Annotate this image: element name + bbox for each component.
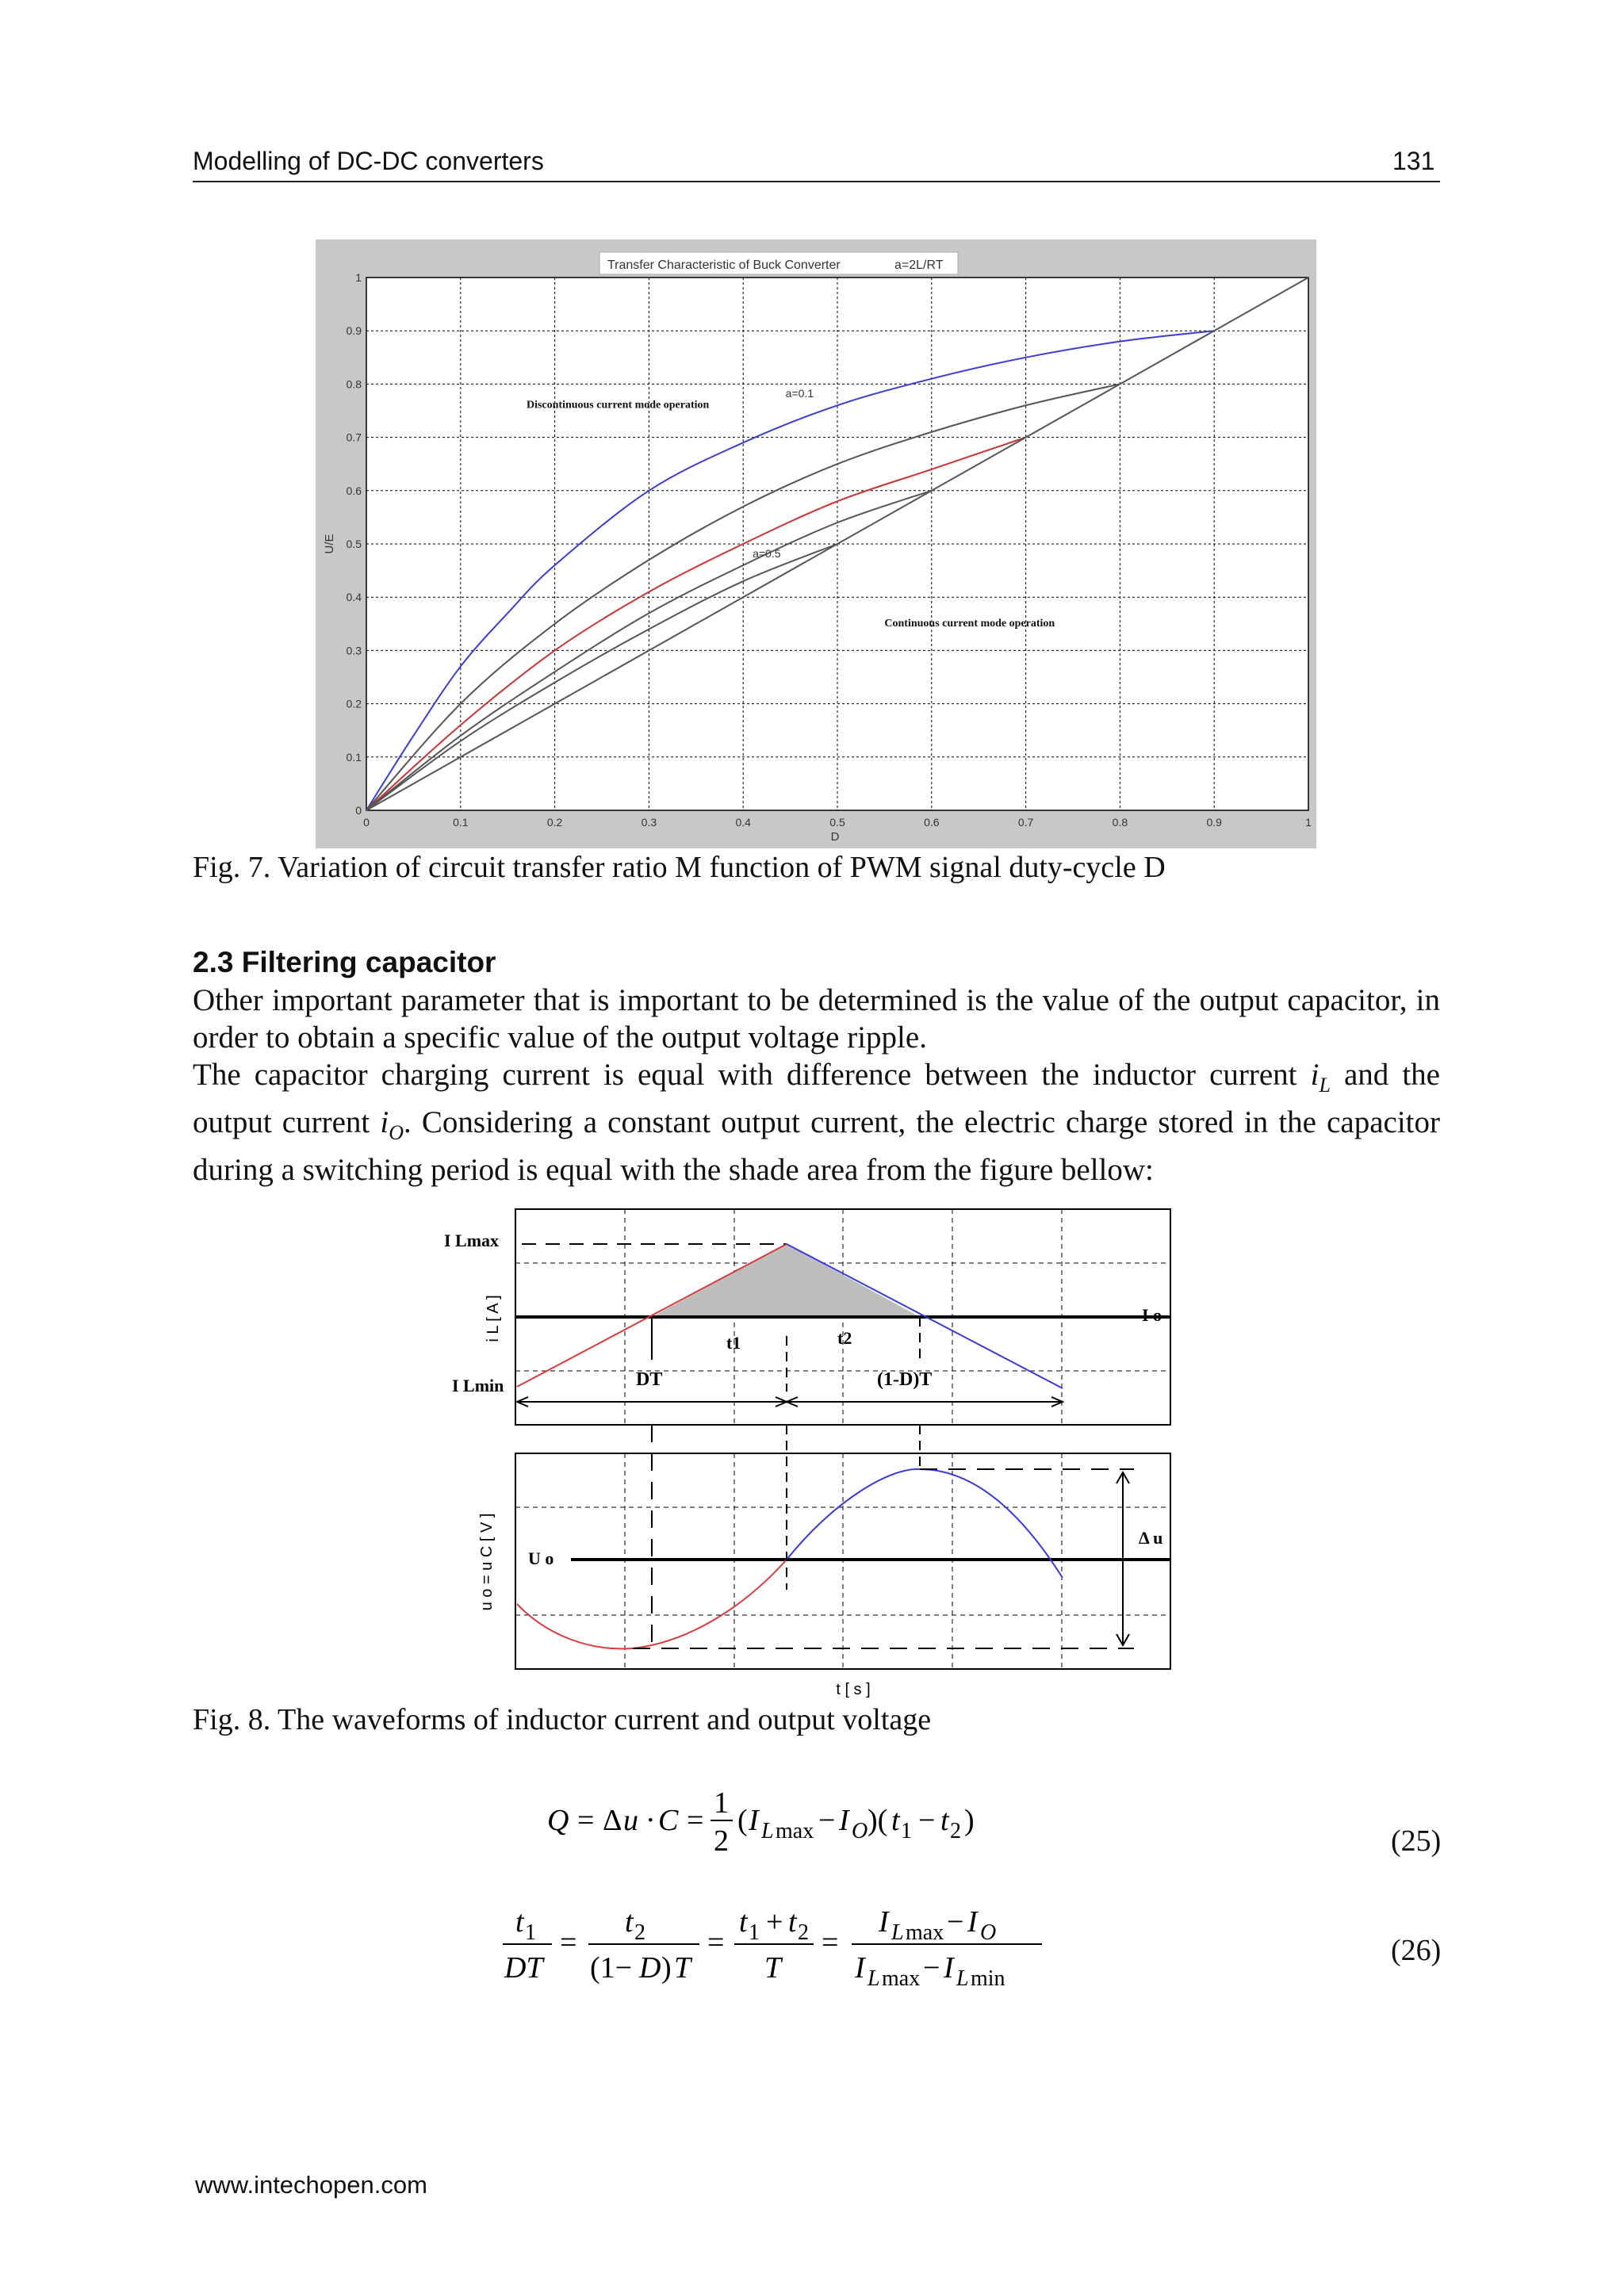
paragraph-2-text-c: . Considering a constant output current, the electric charge stored in the capacitor during a switching period is equal with the shade area from the figure bellow: xyxy=(193,1104,1440,1187)
svg-text:I: I xyxy=(855,1951,865,1985)
svg-text:I: I xyxy=(839,1804,849,1837)
x-tick-label: 0.2 xyxy=(546,816,563,829)
header-rule xyxy=(193,181,1440,182)
svg-text:=: = xyxy=(687,1804,704,1837)
svg-text:I: I xyxy=(967,1905,978,1939)
svg-text:2: 2 xyxy=(634,1920,645,1945)
x-tick-label: 0.9 xyxy=(1206,816,1222,829)
svg-text:=: = xyxy=(707,1926,725,1959)
svg-text:)(: )( xyxy=(868,1804,888,1837)
svg-text:−: − xyxy=(918,1804,936,1837)
figure-7-caption: Fig. 7. Variation of circuit transfer ratio M function of PWM signal duty-cycle D xyxy=(193,851,1166,884)
x-tick-label: 0 xyxy=(363,816,370,829)
svg-text:2: 2 xyxy=(714,1824,729,1858)
svg-text:t: t xyxy=(940,1804,949,1837)
svg-text:(1−: (1− xyxy=(590,1951,633,1985)
paragraph-2-text-a: The capacitor charging current is equal with difference between the inductor current xyxy=(193,1058,1311,1092)
svg-text:min: min xyxy=(971,1966,1005,1991)
equation-25-number: (25) xyxy=(1391,1824,1442,1858)
svg-text:): ) xyxy=(964,1804,975,1837)
svg-text:t: t xyxy=(625,1905,634,1939)
x-tick-label: 0.8 xyxy=(1112,816,1128,829)
svg-text:u: u xyxy=(623,1804,638,1837)
var-io-sub: O xyxy=(389,1120,404,1144)
chart-annotation: a=0.1 xyxy=(785,387,814,400)
svg-text:I: I xyxy=(749,1804,759,1837)
svg-text:·: · xyxy=(645,1804,656,1837)
y-tick-label: 0 xyxy=(355,804,362,817)
uo-axis-label: u o = u C [ V ] xyxy=(478,1513,496,1611)
svg-text:I: I xyxy=(944,1951,954,1985)
svg-text:max: max xyxy=(906,1920,944,1945)
x-tick-label: 0.5 xyxy=(829,816,845,829)
x-tick-label: 1 xyxy=(1305,816,1312,829)
svg-text:t: t xyxy=(739,1905,748,1939)
x-tick-label: 0.6 xyxy=(924,816,940,829)
svg-text:max: max xyxy=(882,1966,921,1991)
var-il-sub: L xyxy=(1319,1073,1331,1097)
y-tick-label: 0.5 xyxy=(346,538,362,550)
uo-label: U o xyxy=(528,1548,554,1568)
chart-title: Transfer Characteristic of Buck Converter xyxy=(607,258,841,272)
y-tick-label: 0.9 xyxy=(346,324,362,338)
svg-text:DT: DT xyxy=(504,1951,543,1985)
svg-text:t: t xyxy=(788,1905,797,1939)
svg-text:): ) xyxy=(661,1951,672,1985)
paragraph-2-text-b: and the output current xyxy=(193,1058,1440,1139)
svg-text:L: L xyxy=(956,1966,969,1991)
t2-label: t2 xyxy=(837,1328,852,1348)
y-tick-label: 0.3 xyxy=(346,644,362,657)
svg-text:max: max xyxy=(776,1819,814,1843)
svg-text:L: L xyxy=(868,1966,880,1991)
y-tick-label: 0.7 xyxy=(346,431,362,444)
svg-text:1: 1 xyxy=(525,1920,536,1945)
section-heading: 2.3 Filtering capacitor xyxy=(193,946,496,978)
t1-label: t1 xyxy=(726,1333,741,1353)
x-tick-label: 0.1 xyxy=(453,816,469,829)
svg-text:T: T xyxy=(764,1951,782,1985)
svg-text:C: C xyxy=(658,1804,679,1837)
chart-subtitle: a=2L/RT xyxy=(894,258,944,272)
page-number: 131 xyxy=(1392,147,1435,175)
equation-26-number: (26) xyxy=(1391,1934,1442,1967)
y-tick-label: 0.8 xyxy=(346,377,362,391)
figure-8-caption: Fig. 8. The waveforms of inductor current and output voltage xyxy=(193,1703,932,1736)
paragraph-2 xyxy=(193,1056,1440,1189)
y-tick-label: 0.4 xyxy=(346,591,362,604)
var-il: i xyxy=(1310,1058,1320,1092)
section-body xyxy=(193,982,1440,1189)
ilmax-label: I Lmax xyxy=(444,1231,500,1250)
svg-text:L: L xyxy=(761,1819,774,1843)
svg-text:2: 2 xyxy=(798,1920,809,1945)
io-label: I o xyxy=(1142,1305,1162,1325)
svg-text:T: T xyxy=(674,1951,691,1985)
dt-label: DT xyxy=(636,1369,663,1390)
one-minus-d-t-label: (1-D)T xyxy=(877,1369,933,1390)
svg-text:Δ: Δ xyxy=(603,1804,622,1837)
svg-text:−: − xyxy=(923,1951,940,1985)
running-title: Modelling of DC-DC converters xyxy=(193,147,544,175)
chart-annotation: a=0.5 xyxy=(753,546,781,560)
ilmin-label: I Lmin xyxy=(452,1376,504,1395)
y-axis-label: U/E xyxy=(323,534,336,554)
svg-text:I: I xyxy=(879,1905,889,1939)
figure-8-waveforms xyxy=(428,1201,1221,1709)
chart-annotation: Continuous current mode operation xyxy=(884,618,1055,630)
y-tick-label: 1 xyxy=(355,271,362,284)
y-tick-label: 0.2 xyxy=(346,697,362,710)
il-axis-label: i L [ A ] xyxy=(485,1295,502,1342)
svg-text:=: = xyxy=(560,1926,577,1959)
equation-25 xyxy=(539,1776,1015,1863)
svg-text:L: L xyxy=(891,1920,904,1945)
svg-text:+: + xyxy=(766,1905,783,1939)
var-io: i xyxy=(380,1104,389,1139)
svg-text:−: − xyxy=(818,1804,836,1837)
svg-text:D: D xyxy=(639,1951,661,1985)
svg-text:1: 1 xyxy=(714,1786,729,1820)
svg-text:1: 1 xyxy=(901,1819,912,1843)
svg-text:t: t xyxy=(891,1804,900,1837)
svg-text:t: t xyxy=(515,1905,524,1939)
x-axis-label: D xyxy=(830,830,840,844)
svg-text:=: = xyxy=(577,1804,595,1837)
svg-text:−: − xyxy=(947,1905,964,1939)
delta-u-label: Δ u xyxy=(1139,1528,1163,1548)
svg-text:1: 1 xyxy=(749,1920,760,1945)
paragraph-1: Other important parameter that is important to be determined is the value of the output capacitor, in order to obtain a specific value of the output voltage ripple. xyxy=(193,983,1440,1055)
chart-annotation: Discontinuous current mode operation xyxy=(526,399,710,412)
footer-url: www.intechopen.com xyxy=(195,2171,427,2199)
y-tick-label: 0.6 xyxy=(346,484,362,497)
figure-7-chart xyxy=(316,239,1316,848)
x-tick-label: 0.7 xyxy=(1017,816,1034,829)
svg-text:Q: Q xyxy=(547,1804,569,1837)
x-tick-label: 0.3 xyxy=(641,816,657,829)
svg-text:O: O xyxy=(852,1819,868,1843)
svg-text:(: ( xyxy=(737,1804,748,1837)
y-tick-label: 0.1 xyxy=(346,750,362,764)
svg-text:O: O xyxy=(980,1920,997,1945)
svg-text:2: 2 xyxy=(950,1819,961,1843)
x-tick-label: 0.4 xyxy=(735,816,751,829)
svg-text:=: = xyxy=(822,1926,839,1959)
equation-26 xyxy=(492,1895,1063,1998)
t-axis-label: t [ s ] xyxy=(836,1681,871,1698)
